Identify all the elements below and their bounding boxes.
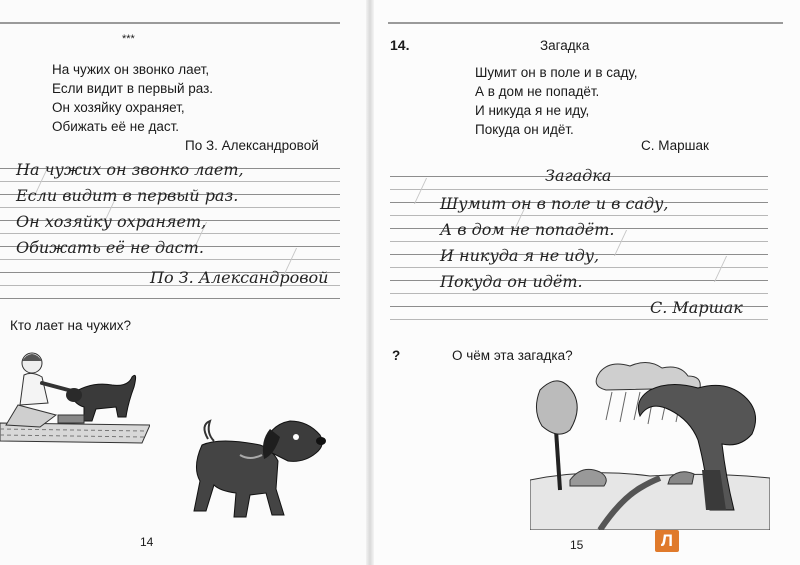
handwritten-line: Обижать её не даст. bbox=[16, 238, 204, 257]
writing-rule bbox=[390, 189, 768, 190]
poem-line: И никуда я не иду, bbox=[475, 103, 590, 118]
writing-rule bbox=[0, 181, 340, 182]
book-spine bbox=[366, 0, 374, 565]
poem-line: А в дом не попадёт. bbox=[475, 84, 600, 99]
handwritten-line: А в дом не попадёт. bbox=[440, 220, 615, 239]
stars-separator: *** bbox=[122, 33, 135, 45]
page-number: 14 bbox=[140, 535, 154, 549]
poem-line: Покуда он идёт. bbox=[475, 122, 574, 137]
handwritten-line: Он хозяйку охраняет, bbox=[16, 212, 207, 231]
writing-rule bbox=[390, 319, 768, 320]
riddle-title: Загадка bbox=[540, 38, 590, 53]
page-number: 15 bbox=[570, 538, 584, 552]
dog-illustration bbox=[180, 415, 330, 525]
girl-with-dog-illustration bbox=[0, 345, 150, 445]
handwritten-author: По З. Александровой bbox=[150, 268, 329, 287]
poem-line: Шумит он в поле и в саду, bbox=[475, 65, 638, 80]
writing-rule bbox=[0, 259, 340, 260]
poem-line: Обижать её не даст. bbox=[52, 119, 180, 134]
question-text: Кто лает на чужих? bbox=[10, 318, 132, 333]
left-top-rule bbox=[0, 22, 340, 24]
writing-rule bbox=[390, 267, 768, 268]
handwritten-line: Если видит в первый раз. bbox=[16, 186, 239, 205]
writing-rule bbox=[390, 241, 768, 242]
handwritten-line: Шумит он в поле и в саду, bbox=[440, 194, 669, 213]
handwritten-line: И никуда я не иду, bbox=[440, 246, 600, 265]
handwritten-line: На чужих он звонко лает, bbox=[16, 160, 244, 179]
writing-rule bbox=[390, 215, 768, 216]
writing-rule bbox=[0, 298, 340, 299]
question-mark: ? bbox=[392, 348, 401, 363]
poem-line: На чужих он звонко лает, bbox=[52, 62, 210, 77]
poem-author: С. Маршак bbox=[641, 138, 709, 153]
exercise-number: 14. bbox=[390, 37, 410, 53]
handwritten-title: Загадка bbox=[545, 166, 612, 185]
writing-rule bbox=[0, 233, 340, 234]
rain-scene-illustration bbox=[530, 360, 770, 530]
poem-line: Если видит в первый раз. bbox=[52, 81, 214, 96]
handwritten-author: С. Маршак bbox=[650, 298, 743, 317]
writing-rule bbox=[0, 207, 340, 208]
handwritten-line: Покуда он идёт. bbox=[440, 272, 583, 291]
poem-line: Он хозяйку охраняет, bbox=[52, 100, 185, 115]
question-text: О чём эта загадка? bbox=[452, 348, 573, 363]
right-top-rule bbox=[388, 22, 783, 24]
poem-author: По З. Александровой bbox=[185, 138, 319, 153]
writing-rule bbox=[390, 293, 768, 294]
publisher-logo: Л bbox=[655, 530, 679, 552]
